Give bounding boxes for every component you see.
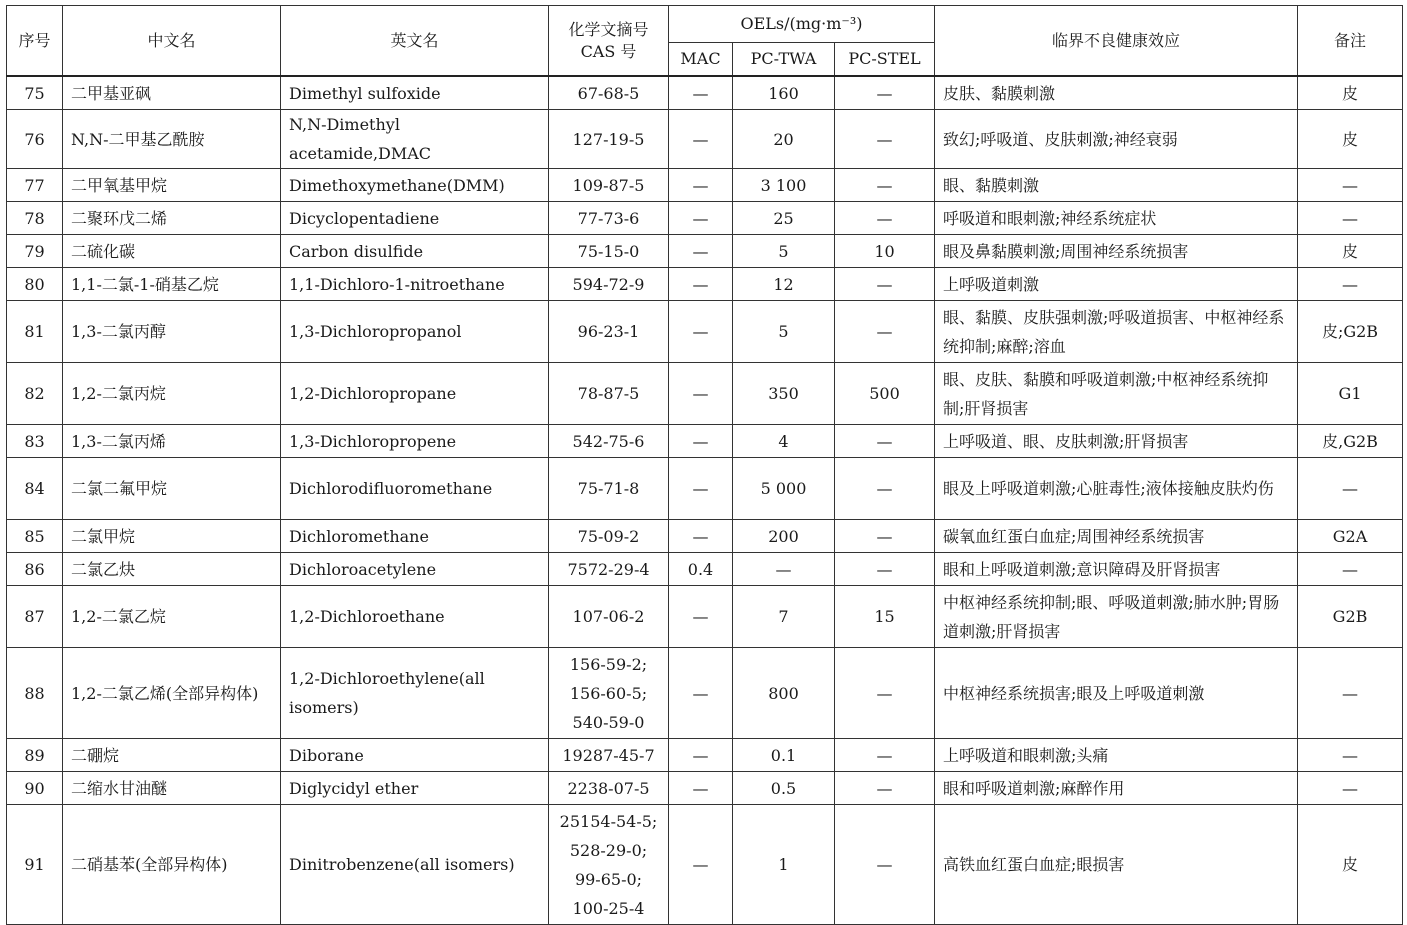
table-row [7, 553, 1403, 586]
cell-cn-name: 二硼烷 [63, 739, 281, 772]
cell-cn-name: 二氯二氟甲烷 [63, 458, 281, 520]
cell-note: — [1298, 772, 1403, 805]
cas-number: 528-29-0; [569, 840, 648, 860]
cell-cn-name: 二缩水甘油醚 [63, 772, 281, 805]
cas-number: 156-60-5; [569, 683, 648, 703]
cell-effect: 碳氧血红蛋白血症;周围神经系统损害 [935, 520, 1298, 553]
cell-pc-stel: — [835, 805, 935, 925]
table-row [7, 301, 1403, 363]
cell-pc-stel: 10 [835, 235, 935, 268]
cell-cas [549, 425, 669, 458]
cell-effect: 中枢神经系统损害;眼及上呼吸道刺激 [935, 648, 1298, 739]
table-row [7, 363, 1403, 425]
table-row [7, 235, 1403, 268]
table-row [7, 268, 1403, 301]
cell-effect: 呼吸道和眼刺激;神经系统症状 [935, 202, 1298, 235]
cell-mac: — [669, 648, 733, 739]
cell-effect: 眼及上呼吸道刺激;心脏毒性;液体接触皮肤灼伤 [935, 458, 1298, 520]
cell-en-name: Dimethyl sulfoxide [281, 76, 549, 110]
cell-en-name: Dinitrobenzene(all isomers) [281, 805, 549, 925]
cell-pc-stel: — [835, 301, 935, 363]
cell-note: — [1298, 268, 1403, 301]
cell-pc-twa: 350 [733, 363, 835, 425]
cell-note: 皮 [1298, 76, 1403, 110]
cas-number: 594-72-9 [572, 274, 645, 294]
cell-pc-stel: — [835, 458, 935, 520]
cas-number: 96-23-1 [577, 322, 640, 341]
cell-pc-twa: 0.1 [733, 739, 835, 772]
cell-pc-twa: 160 [733, 76, 835, 110]
cell-mac: — [669, 301, 733, 363]
cell-pc-twa: — [733, 553, 835, 586]
cell-mac: — [669, 772, 733, 805]
cell-effect: 皮肤、黏膜刺激 [935, 76, 1298, 110]
cell-pc-twa: 5 000 [733, 458, 835, 520]
cell-pc-twa: 5 [733, 235, 835, 268]
cell-cas [549, 553, 669, 586]
cell-pc-stel: — [835, 739, 935, 772]
cell-mac: — [669, 76, 733, 110]
cell-pc-twa: 0.5 [733, 772, 835, 805]
cell-mac: — [669, 739, 733, 772]
cell-note: 皮,G2B [1298, 425, 1403, 458]
cell-seq: 86 [7, 553, 63, 586]
cell-seq: 76 [7, 110, 63, 169]
cas-number: 540-59-0 [572, 712, 645, 732]
cell-note: — [1298, 169, 1403, 202]
cell-note: 皮 [1298, 235, 1403, 268]
cell-note: 皮 [1298, 110, 1403, 169]
cell-pc-stel: — [835, 202, 935, 235]
cell-seq: 90 [7, 772, 63, 805]
cell-pc-twa: 4 [733, 425, 835, 458]
cell-mac: 0.4 [669, 553, 733, 586]
cas-number: 99-65-0; [574, 869, 643, 889]
header-cas-line2: CAS 号 [580, 41, 637, 61]
cell-note: 皮 [1298, 805, 1403, 925]
cell-mac: — [669, 425, 733, 458]
cell-pc-stel: — [835, 425, 935, 458]
table-header [7, 6, 1403, 77]
cell-cas [549, 301, 669, 363]
cell-pc-stel: — [835, 553, 935, 586]
header-mac: MAC [669, 43, 733, 77]
cell-cn-name: 二甲基亚砜 [63, 76, 281, 110]
cell-note: — [1298, 553, 1403, 586]
cell-pc-twa: 7 [733, 586, 835, 648]
cell-en-name: 1,3-Dichloropropene [281, 425, 549, 458]
cell-effect: 眼、黏膜刺激 [935, 169, 1298, 202]
header-en-name: 英文名 [281, 6, 549, 77]
oel-table [6, 5, 1403, 925]
cell-mac: — [669, 520, 733, 553]
header-cn-name: 中文名 [63, 6, 281, 77]
cell-pc-twa: 12 [733, 268, 835, 301]
cell-cas [549, 268, 669, 301]
table-row [7, 76, 1403, 110]
cas-number: 2238-07-5 [567, 778, 650, 798]
cell-effect: 眼和呼吸道刺激;麻醉作用 [935, 772, 1298, 805]
cell-cn-name: 1,3-二氯丙醇 [63, 301, 281, 363]
cell-effect: 上呼吸道、眼、皮肤刺激;肝肾损害 [935, 425, 1298, 458]
cell-mac: — [669, 268, 733, 301]
cell-cas [549, 363, 669, 425]
cell-mac: — [669, 586, 733, 648]
cell-note: — [1298, 458, 1403, 520]
cell-en-name: 1,2-Dichloroethylene(all isomers) [281, 648, 549, 739]
cell-cas [549, 235, 669, 268]
cas-number: 67-68-5 [577, 83, 640, 103]
cell-note: G2A [1298, 520, 1403, 553]
header-cas [549, 6, 669, 77]
cell-seq: 79 [7, 235, 63, 268]
cell-pc-stel: — [835, 268, 935, 301]
cas-number: 127-19-5 [572, 129, 645, 149]
cell-cas [549, 110, 669, 169]
cell-seq: 78 [7, 202, 63, 235]
cell-effect: 眼、皮肤、黏膜和呼吸道刺激;中枢神经系统抑制;肝肾损害 [935, 363, 1298, 425]
cell-seq: 82 [7, 363, 63, 425]
cell-note: G2B [1298, 586, 1403, 648]
cas-number: 7572-29-4 [567, 559, 650, 579]
cell-seq: 84 [7, 458, 63, 520]
cell-en-name: 1,3-Dichloropropanol [281, 301, 549, 363]
table-body [7, 76, 1403, 925]
cell-cn-name: 二氯甲烷 [63, 520, 281, 553]
cell-cas [549, 739, 669, 772]
table-row [7, 648, 1403, 739]
cell-cn-name: 1,2-二氯乙烷 [63, 586, 281, 648]
cell-cn-name: 二硫化碳 [63, 235, 281, 268]
cell-pc-stel: — [835, 520, 935, 553]
cell-cn-name: 二聚环戊二烯 [63, 202, 281, 235]
cell-note: — [1298, 648, 1403, 739]
cell-effect: 高铁血红蛋白血症;眼损害 [935, 805, 1298, 925]
cell-cas [549, 202, 669, 235]
cas-number: 156-59-2; [569, 654, 648, 674]
cell-effect: 眼及鼻黏膜刺激;周围神经系统损害 [935, 235, 1298, 268]
cell-en-name: Diborane [281, 739, 549, 772]
cell-pc-twa: 800 [733, 648, 835, 739]
cell-pc-twa: 3 100 [733, 169, 835, 202]
cell-mac: — [669, 110, 733, 169]
cell-pc-stel: — [835, 648, 935, 739]
cell-effect: 中枢神经系统抑制;眼、呼吸道刺激;肺水肿;胃肠道刺激;肝肾损害 [935, 586, 1298, 648]
cell-pc-stel: 500 [835, 363, 935, 425]
table-row [7, 586, 1403, 648]
cell-mac: — [669, 458, 733, 520]
header-pc-twa: PC-TWA [733, 43, 835, 77]
cell-effect: 上呼吸道刺激 [935, 268, 1298, 301]
cell-mac: — [669, 363, 733, 425]
cell-effect: 致幻;呼吸道、皮肤刺激;神经衰弱 [935, 110, 1298, 169]
cell-cn-name: 二甲氧基甲烷 [63, 169, 281, 202]
cell-en-name: N,N-Dimethyl acetamide,DMAC [281, 110, 549, 169]
cell-pc-twa: 5 [733, 301, 835, 363]
table-row [7, 520, 1403, 553]
cell-cn-name: 1,2-二氯乙烯(全部异构体) [63, 648, 281, 739]
cell-pc-stel: — [835, 110, 935, 169]
cas-number: 109-87-5 [572, 175, 645, 195]
cell-en-name: Carbon disulfide [281, 235, 549, 268]
table-row [7, 772, 1403, 805]
cas-number: 78-87-5 [577, 384, 640, 403]
cell-cn-name: N,N-二甲基乙酰胺 [63, 110, 281, 169]
cell-en-name: Diglycidyl ether [281, 772, 549, 805]
cell-en-name: Dichloromethane [281, 520, 549, 553]
cas-number: 100-25-4 [572, 898, 645, 918]
cas-number: 25154-54-5; [559, 811, 658, 831]
header-seq: 序号 [7, 6, 63, 77]
cell-note: — [1298, 202, 1403, 235]
cell-cas [549, 805, 669, 925]
cell-pc-stel: — [835, 772, 935, 805]
cas-number: 542-75-6 [572, 431, 645, 451]
cell-en-name: 1,2-Dichloroethane [281, 586, 549, 648]
cell-cas [549, 76, 669, 110]
cell-cn-name: 二氯乙炔 [63, 553, 281, 586]
cell-note: — [1298, 739, 1403, 772]
cell-pc-stel: — [835, 169, 935, 202]
cell-en-name: 1,1-Dichloro-1-nitroethane [281, 268, 549, 301]
cell-pc-stel: — [835, 76, 935, 110]
cell-effect: 眼、黏膜、皮肤强刺激;呼吸道损害、中枢神经系统抑制;麻醉;溶血 [935, 301, 1298, 363]
cell-note: 皮;G2B [1298, 301, 1403, 363]
cell-cn-name: 1,2-二氯丙烷 [63, 363, 281, 425]
cell-cn-name: 1,3-二氯丙烯 [63, 425, 281, 458]
cell-effect: 眼和上呼吸道刺激;意识障碍及肝肾损害 [935, 553, 1298, 586]
cell-seq: 81 [7, 301, 63, 363]
cell-cas [549, 586, 669, 648]
cell-mac: — [669, 202, 733, 235]
cell-en-name: Dicyclopentadiene [281, 202, 549, 235]
cell-pc-twa: 20 [733, 110, 835, 169]
header-effects: 临界不良健康效应 [935, 6, 1298, 77]
cell-cas [549, 772, 669, 805]
table-row [7, 739, 1403, 772]
cell-pc-twa: 200 [733, 520, 835, 553]
table-row [7, 458, 1403, 520]
table-row [7, 202, 1403, 235]
cell-cn-name: 二硝基苯(全部异构体) [63, 805, 281, 925]
cell-note: G1 [1298, 363, 1403, 425]
cell-seq: 87 [7, 586, 63, 648]
cell-cas [549, 458, 669, 520]
cas-number: 75-15-0 [577, 241, 640, 261]
cell-cas [549, 648, 669, 739]
table-row [7, 169, 1403, 202]
cell-seq: 89 [7, 739, 63, 772]
cell-seq: 77 [7, 169, 63, 202]
cell-cas [549, 520, 669, 553]
header-notes: 备注 [1298, 6, 1403, 77]
cell-seq: 88 [7, 648, 63, 739]
header-oels: OELs/(mg·m⁻³) [669, 6, 935, 43]
cell-mac: — [669, 235, 733, 268]
cell-effect: 上呼吸道和眼刺激;头痛 [935, 739, 1298, 772]
table-row [7, 425, 1403, 458]
cas-number: 77-73-6 [577, 208, 640, 228]
cas-number: 19287-45-7 [562, 745, 655, 765]
cell-mac: — [669, 169, 733, 202]
cell-cn-name: 1,1-二氯-1-硝基乙烷 [63, 268, 281, 301]
cell-en-name: Dichlorodifluoromethane [281, 458, 549, 520]
cell-seq: 75 [7, 76, 63, 110]
cell-seq: 80 [7, 268, 63, 301]
cas-number: 75-71-8 [577, 479, 640, 498]
cell-seq: 83 [7, 425, 63, 458]
cell-en-name: Dimethoxymethane(DMM) [281, 169, 549, 202]
cell-pc-stel: 15 [835, 586, 935, 648]
cell-en-name: Dichloroacetylene [281, 553, 549, 586]
cas-number: 107-06-2 [572, 607, 645, 626]
header-pc-stel: PC-STEL [835, 43, 935, 77]
cell-pc-twa: 1 [733, 805, 835, 925]
cell-seq: 85 [7, 520, 63, 553]
cell-mac: — [669, 805, 733, 925]
cell-pc-twa: 25 [733, 202, 835, 235]
cas-number: 75-09-2 [577, 526, 640, 546]
table-row [7, 805, 1403, 925]
cell-en-name: 1,2-Dichloropropane [281, 363, 549, 425]
cell-cas [549, 169, 669, 202]
header-cas-line1: 化学文摘号 [568, 19, 649, 39]
cell-seq: 91 [7, 805, 63, 925]
table-row [7, 110, 1403, 169]
